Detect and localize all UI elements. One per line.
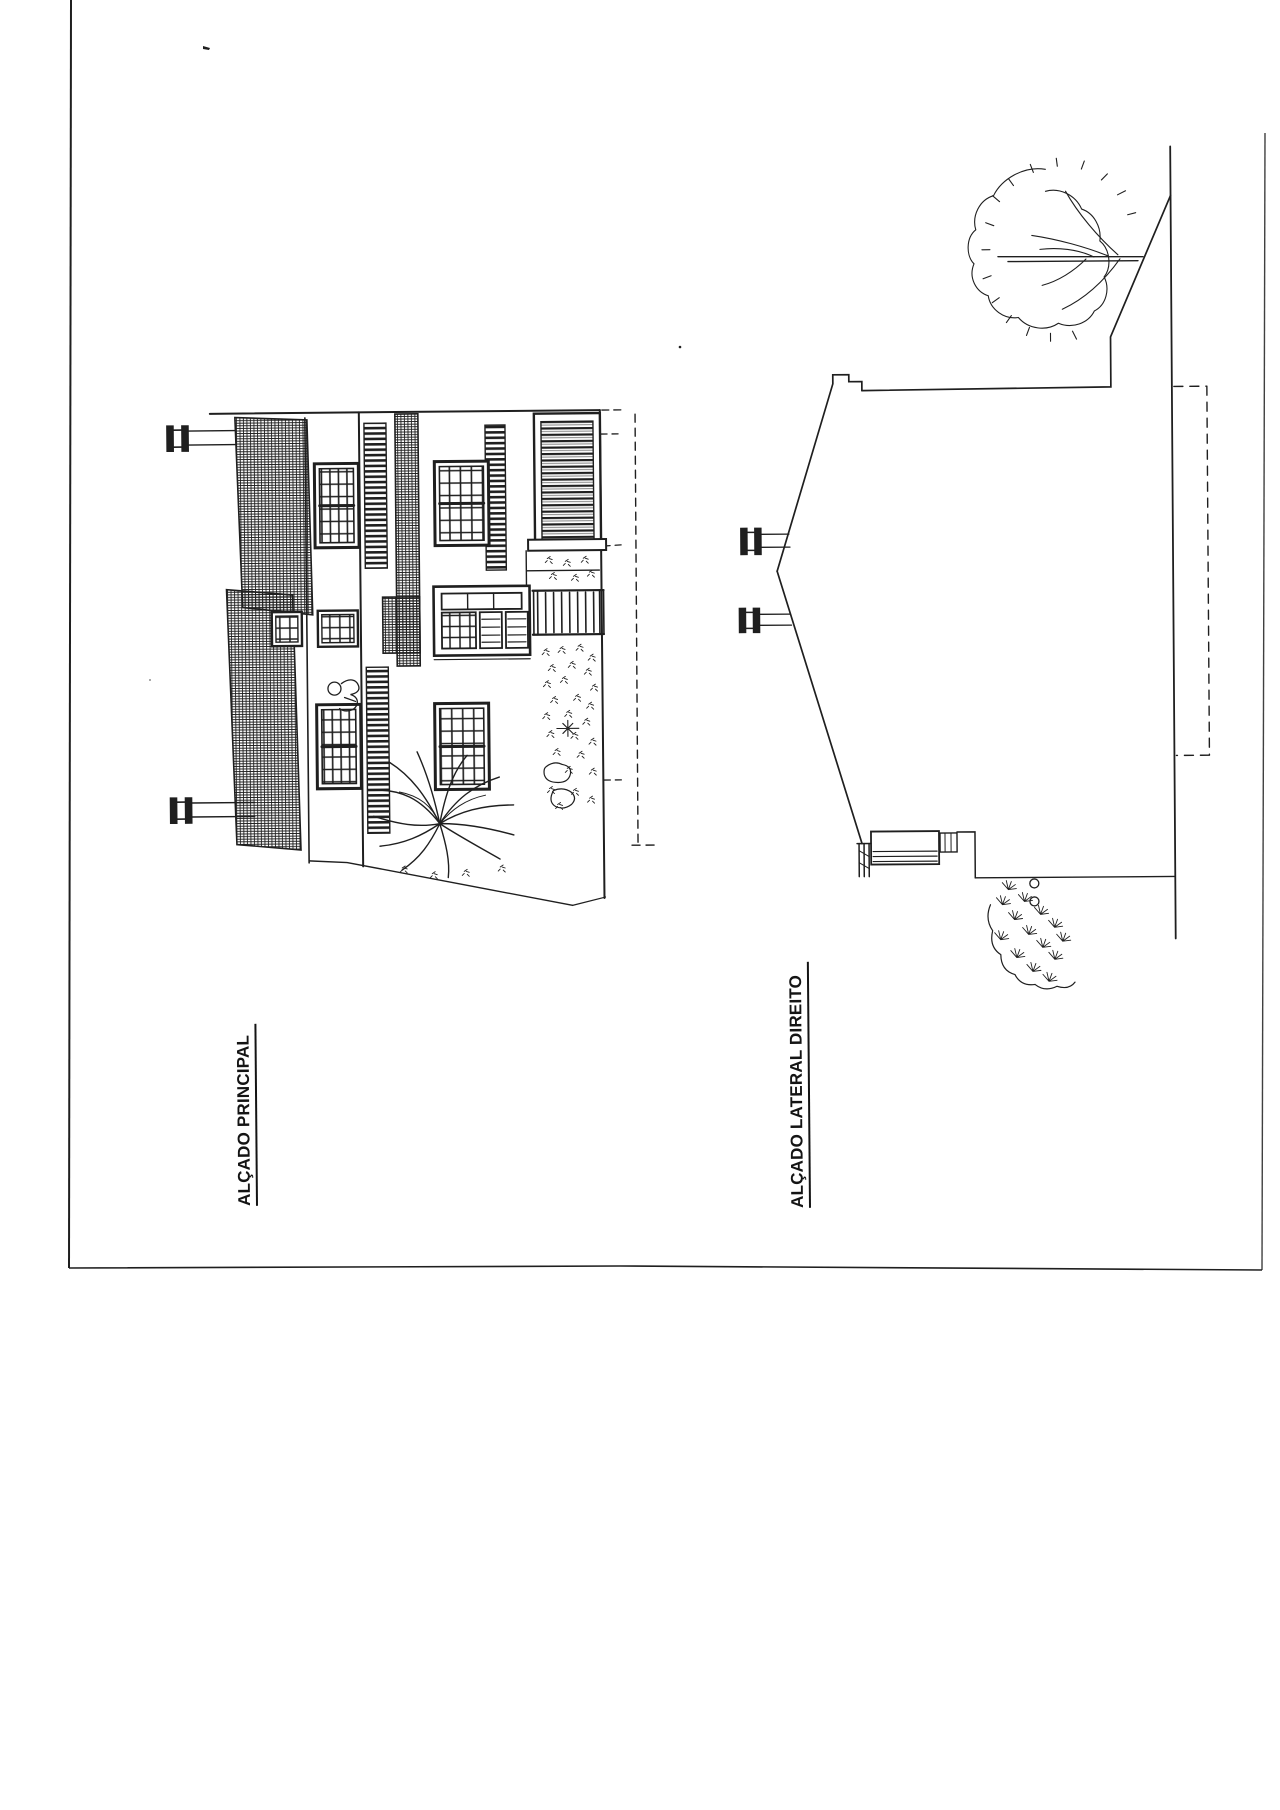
lawn-stipple <box>542 644 599 810</box>
ground-grass <box>400 865 505 879</box>
eave-dash <box>600 410 622 434</box>
rocks <box>544 763 575 808</box>
plant-sprig <box>557 720 579 736</box>
roof-chimney <box>739 608 791 632</box>
balcony-railing <box>533 590 604 635</box>
principal-elevation <box>167 410 627 909</box>
roller-blind-window <box>534 413 621 548</box>
small-window <box>272 612 302 646</box>
lawn-stipple <box>545 556 594 581</box>
casement-window <box>435 703 490 790</box>
lateral-elevation <box>627 146 1211 992</box>
lateral-elevation-title: ALÇADO LATERAL DIREITO <box>786 962 811 1208</box>
hidden-edge-dashes <box>1174 386 1210 755</box>
deck-and-steps <box>857 829 1175 878</box>
casement-window <box>434 461 489 546</box>
casement-window <box>317 704 362 788</box>
large-tree <box>967 158 1143 342</box>
chimney <box>167 426 235 452</box>
small-window <box>318 610 358 646</box>
hidden-edge-dashes <box>629 414 654 845</box>
entrance-door <box>433 586 530 656</box>
casement-window <box>314 463 359 547</box>
ground-line <box>309 858 605 908</box>
cornice <box>528 539 606 551</box>
principal-elevation-title: ALÇADO PRINCIPAL <box>233 1024 258 1206</box>
shrub <box>988 879 1075 990</box>
